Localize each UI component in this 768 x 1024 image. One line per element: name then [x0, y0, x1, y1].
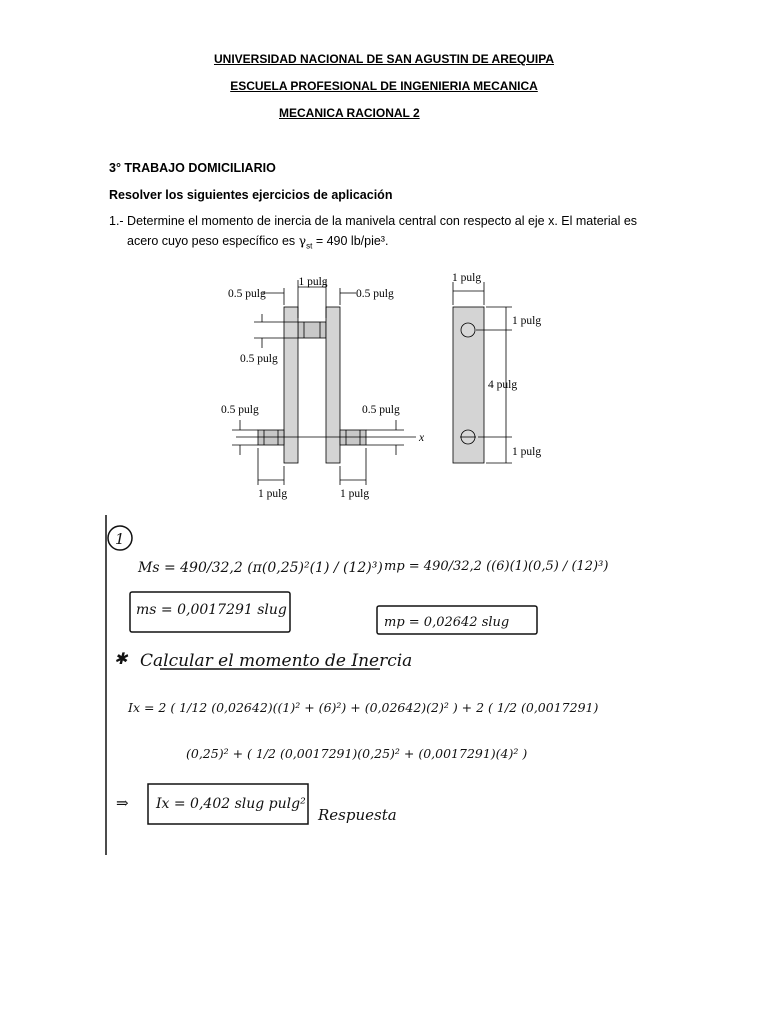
problem-text-prefix: acero cuyo peso específico es [127, 234, 299, 248]
problem-statement-line1: 1.- Determine el momento de inercia de la manivela central con respecto al eje x. El material es [109, 214, 638, 228]
step-marker-icon: ✱ [114, 649, 128, 668]
dim-side-top: 1 pulg [452, 272, 482, 284]
dim-low-left: 0.5 pulg [221, 404, 259, 416]
mp-result: mp = 0,02642 slug [384, 615, 510, 630]
inertia-heading: Calcular el momento de Inercia [140, 651, 413, 671]
dim-top-center: 1 pulg [298, 276, 328, 288]
gamma-subscript: st [306, 241, 313, 251]
dim-mid-left: 0.5 pulg [240, 353, 278, 365]
university-title: UNIVERSIDAD NACIONAL DE SAN AGUSTIN DE AREQUIPA [213, 52, 555, 66]
course-title: MECANICA RACIONAL 2 [279, 106, 420, 120]
answer-label: Respuesta [318, 806, 397, 824]
dim-side-lower: 1 pulg [512, 446, 542, 458]
school-title: ESCUELA PROFESIONAL DE INGENIERIA MECANICA [230, 79, 538, 93]
problem-text-suffix: = 490 lb/pie³. [312, 234, 389, 248]
assignment-instructions: Resolver los siguientes ejercicios de aplicación [109, 188, 393, 202]
dim-side-upper: 1 pulg [512, 315, 542, 327]
arrow-icon: ⇒ [116, 794, 129, 812]
dim-side-middle: 4 pulg [488, 379, 518, 391]
assignment-title: 3° TRABAJO DOMICILIARIO [109, 161, 276, 175]
axis-label: x [419, 432, 425, 444]
dim-top-right: 0.5 pulg [356, 288, 394, 300]
ms-result: ms = 0,0017291 slug [136, 602, 287, 618]
dim-low-right: 0.5 pulg [362, 404, 400, 416]
inertia-equation-line2: (0,25)² + ( 1/2 (0,0017291)(0,25)² + (0,0017291)(4)² ) [186, 746, 528, 761]
ms-equation: Ms = 490/32,2 (π(0,25)²(1) / (12)³) [138, 560, 383, 576]
mp-equation: mp = 490/32,2 ((6)(1)(0,5) / (12)³) [384, 559, 609, 574]
final-result: Ix = 0,402 slug pulg² [156, 796, 306, 812]
circled-number: 1 [115, 530, 125, 548]
dim-top-left: 0.5 pulg [228, 288, 266, 300]
dim-bottom-left: 1 pulg [258, 488, 288, 500]
dim-bottom-right: 1 pulg [340, 488, 370, 500]
gamma-symbol: γ [298, 233, 307, 248]
inertia-equation-line1: Ix = 2 ( 1/12 (0,02642)((1)² + (6)²) + (0,02642)(2)² ) + 2 ( 1/2 (0,0017291) [128, 700, 599, 715]
